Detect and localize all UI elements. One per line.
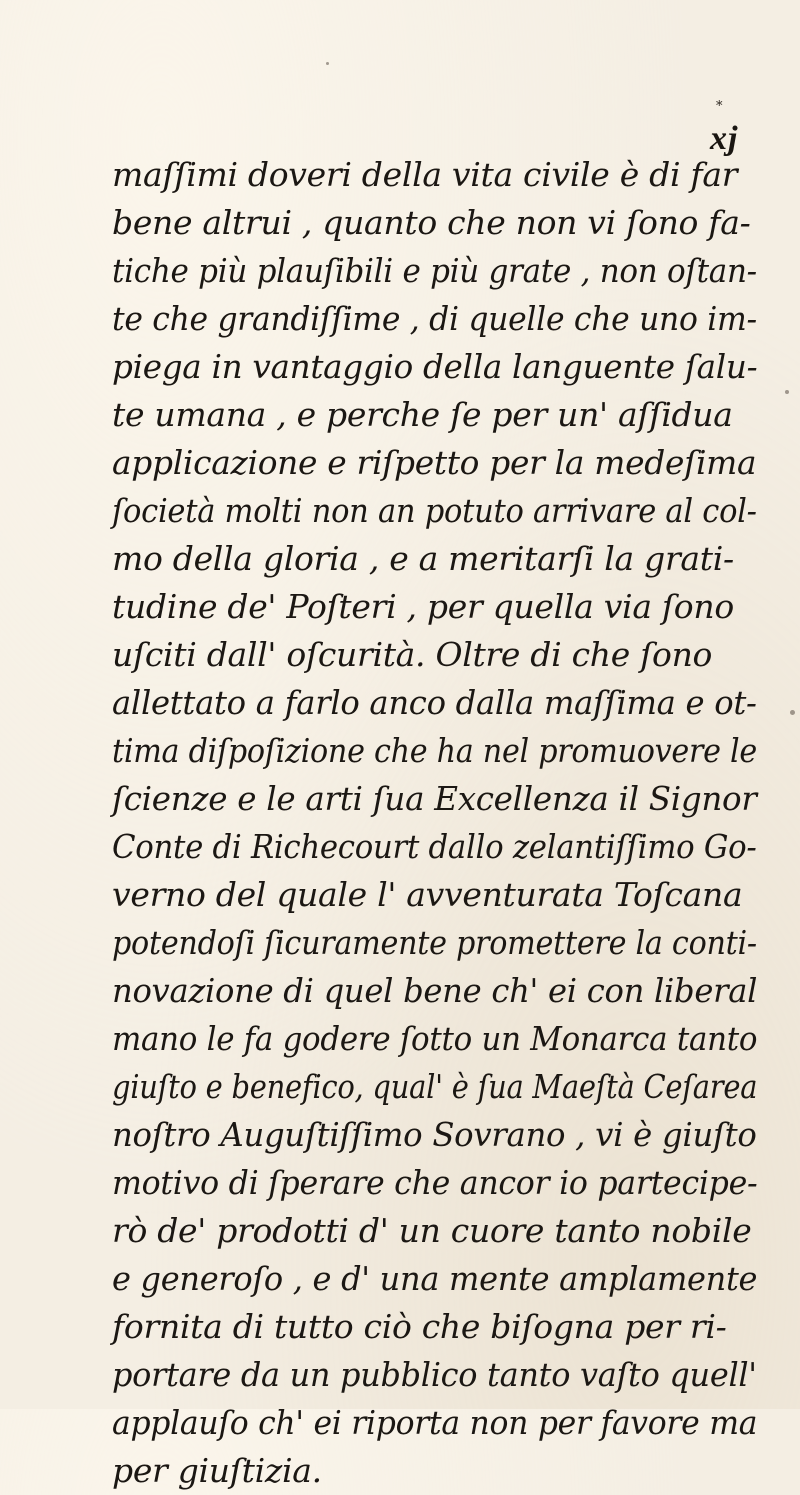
paper-speck bbox=[790, 710, 795, 715]
text-line: Conte di Richecourt dallo zelantiſſimo Go- bbox=[112, 827, 757, 866]
text-line: te che grandiſſime , di quelle che uno im- bbox=[112, 299, 757, 338]
signature-mark: * bbox=[716, 99, 723, 114]
text-line: te umana , e perche ſe per un' aſſidua bbox=[112, 395, 733, 434]
text-line: maſſimi doveri della vita civile è di far bbox=[112, 155, 738, 194]
text-line: tudine de' Poſteri , per quella via ſono bbox=[112, 587, 734, 626]
body-text bbox=[112, 151, 758, 1495]
text-line: per giuſtizia. bbox=[112, 1451, 322, 1490]
text-line: giuſto e benefico, qual' è ſua Maeſtà Ceſarea bbox=[112, 1067, 758, 1106]
text-line: rò de' prodotti d' un cuore tanto nobile bbox=[112, 1211, 752, 1250]
text-line: e generoſo , e d' una mente amplamente bbox=[112, 1259, 758, 1298]
text-line: verno del quale l' avventurata Toſcana bbox=[112, 875, 743, 914]
text-line: bene altrui , quanto che non vi ſono fa- bbox=[112, 203, 751, 242]
text-line: tima diſpoſizione che ha nel promuovere le bbox=[112, 731, 757, 770]
text-line: mo della gloria , e a meritarſi la grati- bbox=[112, 539, 734, 578]
text-line: motivo di ſperare che ancor io partecipe- bbox=[112, 1163, 758, 1202]
text-line: fornita di tutto ciò che biſogna per ri- bbox=[112, 1307, 727, 1346]
text-line: portare da un pubblico tanto vaſto quell' bbox=[112, 1355, 757, 1394]
paper-speck bbox=[785, 390, 789, 394]
paper-speck bbox=[326, 62, 329, 65]
text-line: mano le fa godere ſotto un Monarca tanto bbox=[112, 1019, 758, 1058]
text-line: potendoſi ſicuramente promettere la conti- bbox=[112, 923, 757, 962]
text-line: tiche più plauſibili e più grate , non oſtan- bbox=[112, 251, 757, 290]
text-line: applauſo ch' ei riporta non per favore ma bbox=[112, 1403, 758, 1442]
page-number: xj bbox=[710, 120, 739, 157]
text-line: uſciti dall' oſcurità. Oltre di che ſono bbox=[112, 635, 713, 674]
text-line: novazione di quel bene ch' ei con liberal bbox=[112, 971, 758, 1010]
text-line: ſcienze e le arti ſua Excellenza il Signor bbox=[112, 779, 757, 818]
text-line: ſocietà molti non an potuto arrivare al col- bbox=[112, 491, 757, 530]
text-line: noſtro Auguſtiſſimo Sovrano , vi è giuſto bbox=[112, 1115, 757, 1154]
text-line: piega in vantaggio della languente ſalu- bbox=[112, 347, 758, 386]
text-line: applicazione e riſpetto per la medeſima bbox=[112, 443, 757, 482]
text-line: allettato a farlo anco dalla maſſima e ot- bbox=[112, 683, 757, 722]
